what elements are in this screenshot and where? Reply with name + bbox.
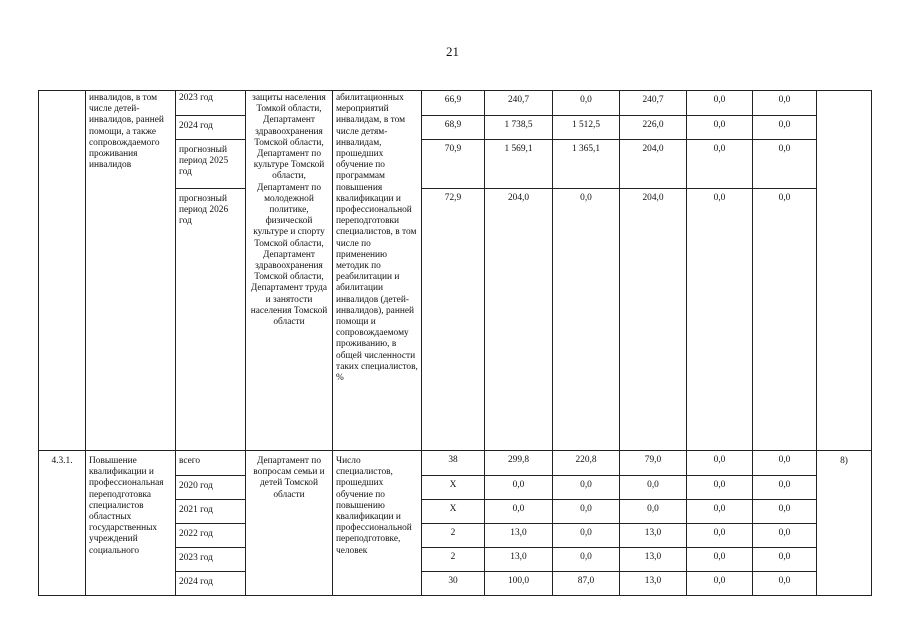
total-cell: 13,0 xyxy=(485,548,553,572)
local-cell: 0,0 xyxy=(687,116,753,140)
other-cell: 0,0 xyxy=(753,548,817,572)
federal-cell: 1 512,5 xyxy=(553,116,620,140)
code-cell: 4.3.1. xyxy=(39,451,86,596)
federal-cell: 87,0 xyxy=(553,572,620,596)
regional-cell: 240,7 xyxy=(620,91,687,116)
local-cell: 0,0 xyxy=(687,548,753,572)
year-cell: прогнозный период 2026 год xyxy=(176,189,246,451)
federal-cell: 0,0 xyxy=(553,524,620,548)
code-cell xyxy=(39,91,86,451)
regional-cell: 204,0 xyxy=(620,140,687,189)
federal-cell: 0,0 xyxy=(553,189,620,451)
indicator-name-cell: Число специалистов, прошедших обучение по повышению квалификации и профессиональной переподготовке, человек xyxy=(333,451,422,596)
local-cell: 0,0 xyxy=(687,476,753,500)
indicator-value-cell: 68,9 xyxy=(422,116,485,140)
federal-cell: 220,8 xyxy=(553,451,620,476)
local-cell: 0,0 xyxy=(687,500,753,524)
other-cell: 0,0 xyxy=(753,189,817,451)
total-cell: 1 569,1 xyxy=(485,140,553,189)
federal-cell: 0,0 xyxy=(553,476,620,500)
other-cell: 0,0 xyxy=(753,116,817,140)
local-cell: 0,0 xyxy=(687,572,753,596)
note-cell xyxy=(817,91,872,451)
local-cell: 0,0 xyxy=(687,524,753,548)
other-cell: 0,0 xyxy=(753,91,817,116)
indicator-value-cell: 70,9 xyxy=(422,140,485,189)
other-cell: 0,0 xyxy=(753,500,817,524)
year-cell: 2024 год xyxy=(176,116,246,140)
year-cell: 2023 год xyxy=(176,548,246,572)
regional-cell: 13,0 xyxy=(620,548,687,572)
indicator-value-cell: X xyxy=(422,476,485,500)
regional-cell: 13,0 xyxy=(620,572,687,596)
total-cell: 0,0 xyxy=(485,476,553,500)
indicator-value-cell: X xyxy=(422,500,485,524)
year-cell: прогнозный период 2025 год xyxy=(176,140,246,189)
table-row xyxy=(39,91,872,116)
indicator-value-cell: 72,9 xyxy=(422,189,485,451)
page-number: 21 xyxy=(446,44,459,59)
total-cell: 0,0 xyxy=(485,500,553,524)
year-cell: 2021 год xyxy=(176,500,246,524)
total-cell: 100,0 xyxy=(485,572,553,596)
other-cell: 0,0 xyxy=(753,140,817,189)
indicator-value-cell: 38 xyxy=(422,451,485,476)
indicator-name-cell: абилитационных мероприятий инвалидам, в том числе детям-инвалидам, прошедших обучение по программам повышения квалификации и профессиональной переподготовки специалистов, в том числе по применению методик по реабилитации и абилитации инвалидов (детей-инвалидов), ранней помощи и сопровождаемому проживанию, в общей численности таких специалистов, % xyxy=(333,91,422,451)
note-cell: 8) xyxy=(817,451,872,596)
federal-cell: 0,0 xyxy=(553,548,620,572)
local-cell: 0,0 xyxy=(687,140,753,189)
total-cell: 299,8 xyxy=(485,451,553,476)
local-cell: 0,0 xyxy=(687,189,753,451)
indicator-value-cell: 66,9 xyxy=(422,91,485,116)
executor-cell: Департамент по вопросам семьи и детей Томской области xyxy=(246,451,333,596)
year-cell: всего xyxy=(176,451,246,476)
regional-cell: 0,0 xyxy=(620,476,687,500)
federal-cell: 1 365,1 xyxy=(553,140,620,189)
total-cell: 13,0 xyxy=(485,524,553,548)
indicator-value-cell: 2 xyxy=(422,524,485,548)
table-row xyxy=(39,451,872,476)
local-cell: 0,0 xyxy=(687,91,753,116)
federal-cell: 0,0 xyxy=(553,91,620,116)
regional-cell: 13,0 xyxy=(620,524,687,548)
indicator-value-cell: 2 xyxy=(422,548,485,572)
total-cell: 240,7 xyxy=(485,91,553,116)
total-cell: 204,0 xyxy=(485,189,553,451)
year-cell: 2022 год xyxy=(176,524,246,548)
total-cell: 1 738,5 xyxy=(485,116,553,140)
executor-cell: защиты населения Томкой области, Департамент здравоохранения Томской области, Департамент по культуре Томской области, Департамент по молодежной политике, физической культуре и спорту Томской области, Департамент здравоохранения Томской области, Департамент труда и занятости населения Томской области xyxy=(246,91,333,451)
year-cell: 2024 год xyxy=(176,572,246,596)
program-activities-table xyxy=(38,90,872,596)
regional-cell: 79,0 xyxy=(620,451,687,476)
regional-cell: 204,0 xyxy=(620,189,687,451)
other-cell: 0,0 xyxy=(753,572,817,596)
program-table-page xyxy=(38,90,871,595)
year-cell: 2023 год xyxy=(176,91,246,116)
activity-name-cell: инвалидов, в том числе детей-инвалидов, ранней помощи, а также сопровождаемого проживания инвалидов xyxy=(86,91,176,451)
year-cell: 2020 год xyxy=(176,476,246,500)
other-cell: 0,0 xyxy=(753,451,817,476)
other-cell: 0,0 xyxy=(753,476,817,500)
other-cell: 0,0 xyxy=(753,524,817,548)
indicator-value-cell: 30 xyxy=(422,572,485,596)
activity-name-cell: Повышение квалификации и профессиональная переподготовка специалистов областных государственных учреждений социального xyxy=(86,451,176,596)
regional-cell: 0,0 xyxy=(620,500,687,524)
regional-cell: 226,0 xyxy=(620,116,687,140)
federal-cell: 0,0 xyxy=(553,500,620,524)
local-cell: 0,0 xyxy=(687,451,753,476)
